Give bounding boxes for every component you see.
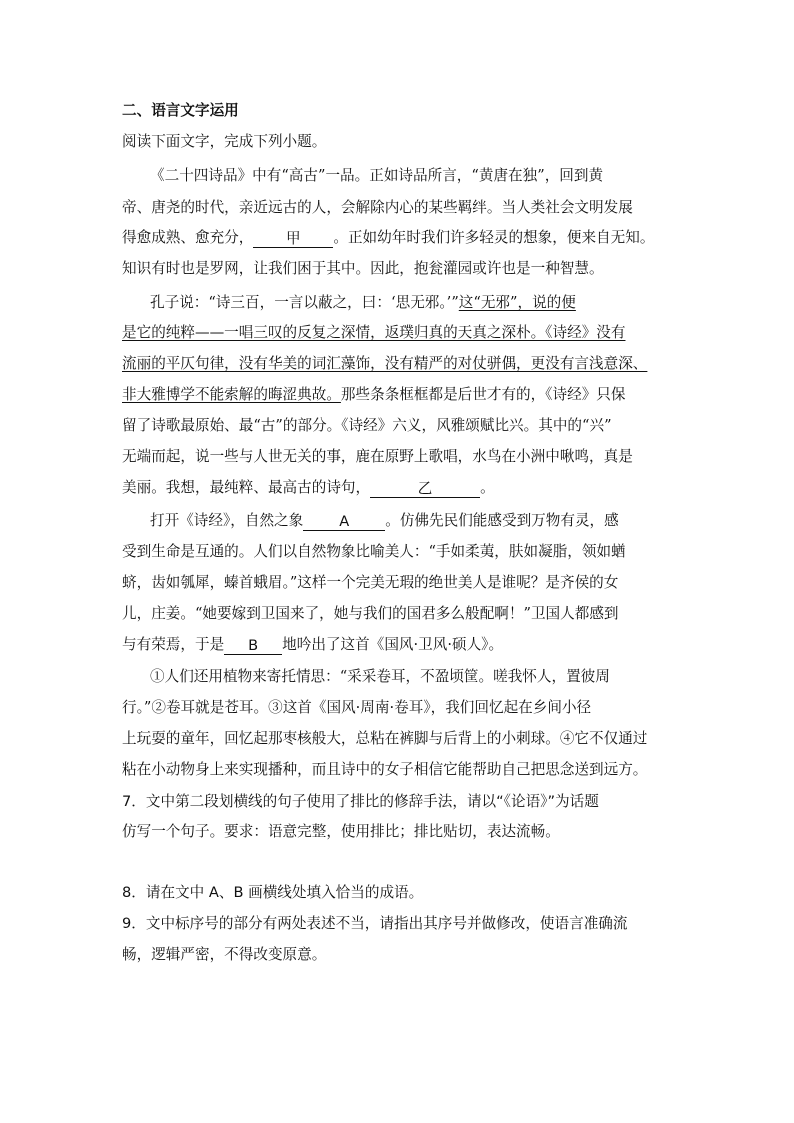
p2-line-4: 非大雅博学不能索解的晦涩典故。那些条条框框都是后世才有的，《诗经》只保 — [122, 386, 626, 403]
p2-line-3: 流丽的平仄句律，没有华美的词汇藻饰，没有精严的对仗骈偶，更没有言浅意深、 — [122, 355, 648, 372]
p3-line-4: 儿，庄姜。“她要嫁到卫国来了，她与我们的国君多么般配啊！”卫国人都感到 — [122, 605, 619, 622]
underlined-sentence: 这“无邪”，说的便 — [458, 294, 576, 311]
p2-line-7: 美丽。我想，最纯粹、最高古的诗句， 乙 。 — [122, 479, 495, 497]
blank-a[interactable]: A — [303, 512, 385, 531]
p1-line-3: 得愈成熟、愈充分， 甲 。正如幼年时我们许多轻灵的想象，便来自无知。 — [122, 229, 655, 247]
p2-line-2: 是它的纯粹——一唱三叹的反复之深情，返璞归真的天真之深朴。《诗经》没有 — [122, 324, 626, 341]
question-7-line-1: 7．文中第二段划横线的句子使用了排比的修辞手法，请以“《论语》”为话题 — [122, 793, 599, 810]
blank-yi[interactable]: 乙 — [370, 479, 480, 498]
blank-jia[interactable]: 甲 — [253, 229, 333, 248]
p3-line-2: 受到生命是互通的。人们以自然物象比喻美人：“手如柔荑，肤如凝脂，领如蝤 — [122, 543, 626, 560]
p4-line-1: ①人们还用植物来寄托情思：“采采卷耳，不盈顷筐。嗟我怀人，置彼周 — [150, 668, 610, 685]
p3-line-5: 与有荣焉，于是 B 地吟出了这首《国风·卫风·硕人》。 — [122, 636, 504, 654]
p2-line-5: 留了诗歌最原始、最“古”的部分。《诗经》六义，风雅颂赋比兴。其中的“兴” — [122, 417, 612, 434]
question-7-line-2: 仿写一个句子。要求：语意完整，使用排比；排比贴切，表达流畅。 — [122, 823, 560, 840]
p3-line-1: 打开《诗经》，自然之象 A 。仿佛先民们能感受到万物有灵，感 — [150, 512, 619, 530]
section-heading: 二、语言文字运用 — [122, 102, 239, 119]
blank-b[interactable]: B — [224, 636, 282, 655]
question-9-line-1: 9．文中标序号的部分有两处表述不当，请指出其序号并做修改，使语言准确流 — [122, 915, 628, 932]
p1-line-4: 知识有时也是罗网，让我们困于其中。因此，抱瓮灌园或许也是一种智慧。 — [122, 260, 604, 277]
p1-line-2: 帝、唐尧的时代，亲近远古的人，会解除内心的某些羁绊。当人类社会文明发展 — [122, 199, 633, 216]
p4-line-4: 粘在小动物身上来实现播种，而且诗中的女子相信它能帮助自己把思念送到远方。 — [122, 761, 648, 778]
p4-line-2: 行。”②卷耳就是苍耳。③这首《国风·周南·卷耳》，我们回忆起在乡间小径 — [122, 699, 592, 716]
p3-line-3: 蛴，齿如瓠犀，螓首蛾眉。”这样一个完美无瑕的绝世美人是谁呢？是齐侯的女 — [122, 574, 619, 591]
p2-line-6: 无端而起，说一些与人世无关的事，鹿在原野上歌唱，水鸟在小洲中啾鸣，真是 — [122, 448, 633, 465]
question-8: 8．请在文中 A、B 画横线处填入恰当的成语。 — [122, 884, 424, 901]
p4-line-3: 上玩耍的童年，回忆起那枣核般大，总粘在裤脚与后背上的小刺球。④它不仅通过 — [122, 730, 648, 747]
p1-line-1: 《二十四诗品》中有“高古”一品。正如诗品所言，“黄唐在独”，回到黄 — [150, 167, 604, 184]
p2-line-1: 孔子说：“诗三百，一言以蔽之，曰：‘思无邪。’”这“无邪”，说的便 — [150, 294, 576, 311]
instruction-text: 阅读下面文字，完成下列小题。 — [122, 133, 327, 150]
question-9-line-2: 畅，逻辑严密，不得改变原意。 — [122, 946, 327, 963]
